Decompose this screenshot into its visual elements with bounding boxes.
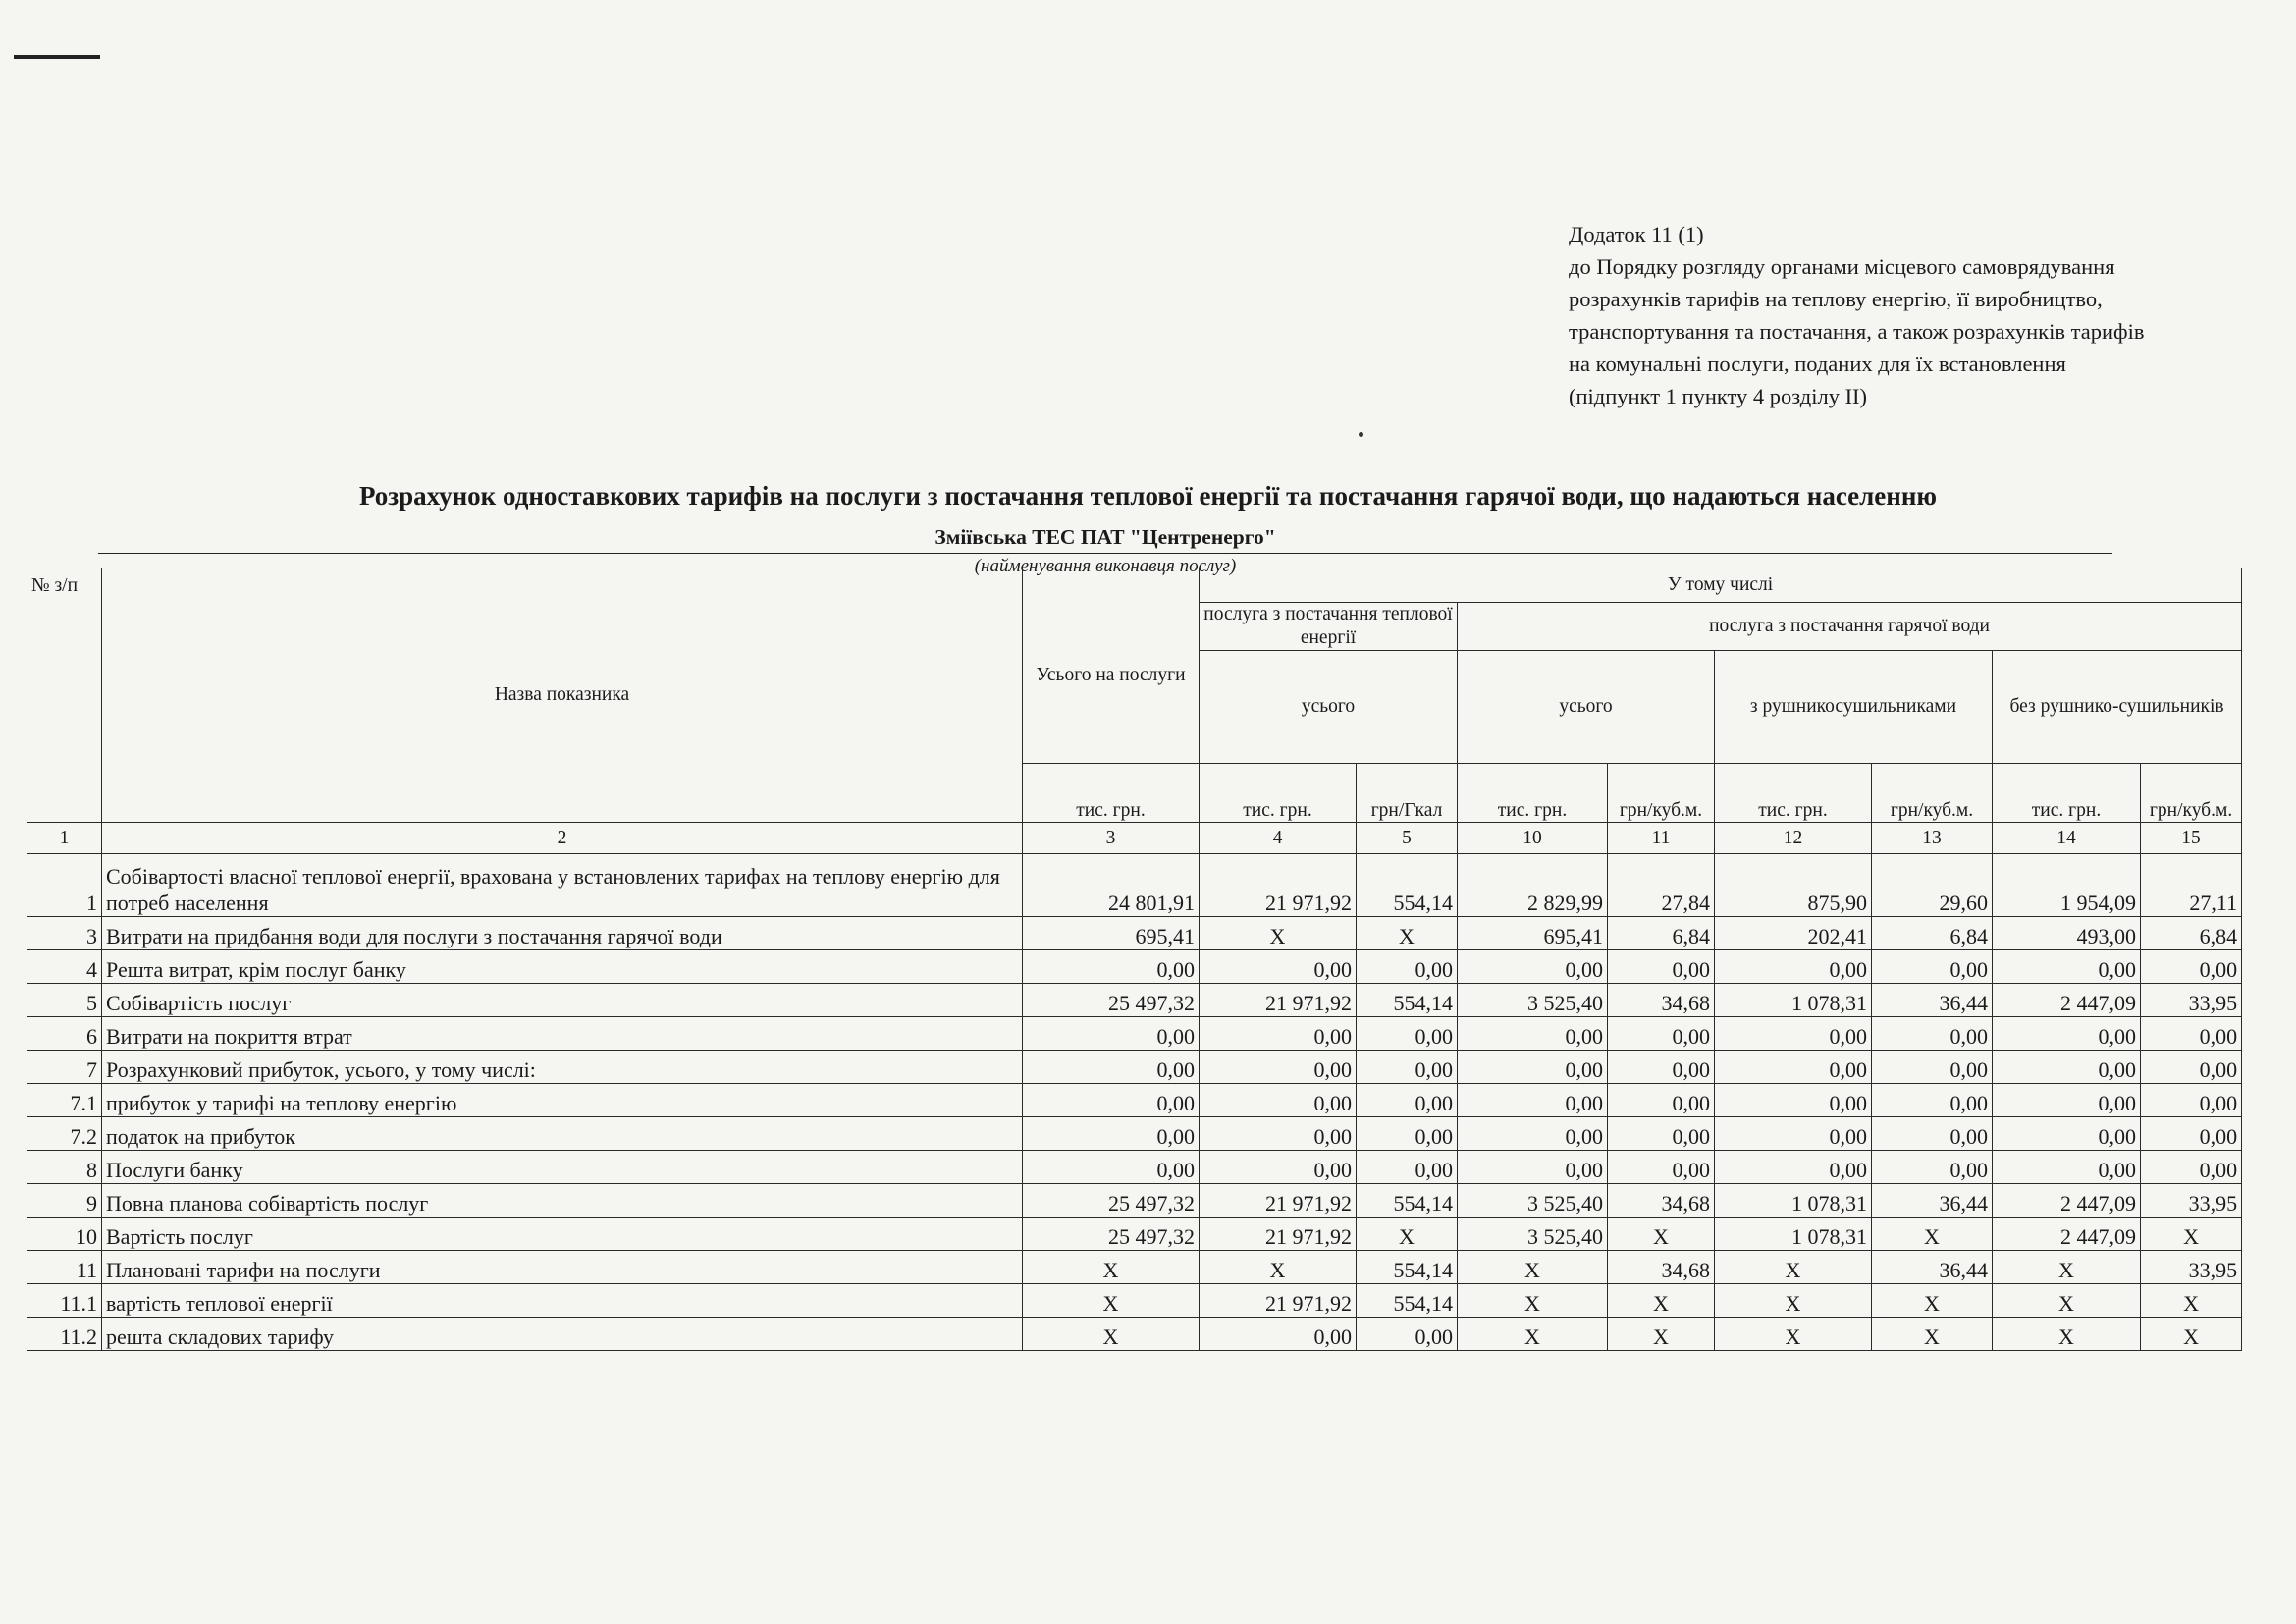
row-name: Витрати на придбання води для послуги з постачання гарячої води	[102, 917, 1023, 950]
column-number: 1	[27, 823, 102, 854]
value-cell: 0,00	[1608, 1017, 1715, 1051]
value-cell: 2 447,09	[1993, 984, 2141, 1017]
value-cell: 0,00	[1608, 1117, 1715, 1151]
value-cell: X	[1357, 1218, 1458, 1251]
header-total: Усього на послуги	[1023, 568, 1200, 764]
appendix-line: (підпункт 1 пункту 4 розділу II)	[1569, 384, 1868, 408]
value-cell: 0,00	[1023, 1151, 1200, 1184]
value-cell: X	[1993, 1284, 2141, 1318]
column-number: 12	[1715, 823, 1872, 854]
row-number: 10	[27, 1218, 102, 1251]
value-cell: 0,00	[1608, 950, 1715, 984]
value-cell: 21 971,92	[1200, 854, 1357, 917]
value-cell: X	[1715, 1318, 1872, 1351]
row-name: податок на прибуток	[102, 1117, 1023, 1151]
value-cell: X	[1023, 1284, 1200, 1318]
value-cell: 0,00	[1458, 950, 1608, 984]
value-cell: 0,00	[2141, 950, 2242, 984]
value-cell: X	[1993, 1251, 2141, 1284]
value-cell: 0,00	[1458, 1151, 1608, 1184]
row-number: 8	[27, 1151, 102, 1184]
value-cell: 0,00	[1200, 1117, 1357, 1151]
header-hw-with-towel-dryers: з рушникосушильниками	[1715, 651, 1993, 764]
value-cell: X	[1608, 1284, 1715, 1318]
table-row	[27, 1117, 2242, 1151]
value-cell: 0,00	[1872, 1117, 1993, 1151]
value-cell: 0,00	[1023, 1084, 1200, 1117]
value-cell: 1 078,31	[1715, 1184, 1872, 1218]
row-name: решта складових тарифу	[102, 1318, 1023, 1351]
value-cell: 36,44	[1872, 1251, 1993, 1284]
row-number: 4	[27, 950, 102, 984]
value-cell: 695,41	[1023, 917, 1200, 950]
value-cell: X	[1872, 1318, 1993, 1351]
value-cell: 0,00	[1357, 950, 1458, 984]
header-hw-without-towel-dryers: без рушнико-сушильників	[1993, 651, 2242, 764]
value-cell: 0,00	[1715, 1151, 1872, 1184]
value-cell: 2 447,09	[1993, 1218, 2141, 1251]
value-cell: 0,00	[2141, 1084, 2242, 1117]
value-cell: 21 971,92	[1200, 1284, 1357, 1318]
value-cell: 1 078,31	[1715, 984, 1872, 1017]
row-name: вартість теплової енергії	[102, 1284, 1023, 1318]
value-cell: 0,00	[1458, 1117, 1608, 1151]
row-name: Послуги банку	[102, 1151, 1023, 1184]
value-cell: 0,00	[2141, 1117, 2242, 1151]
value-cell: 24 801,91	[1023, 854, 1200, 917]
header-heat-total: усього	[1200, 651, 1458, 764]
value-cell: 0,00	[1023, 1051, 1200, 1084]
value-cell: 0,00	[1993, 950, 2141, 984]
value-cell: X	[1872, 1284, 1993, 1318]
unit-cell: грн/куб.м.	[2141, 764, 2242, 823]
value-cell: 0,00	[1023, 1017, 1200, 1051]
column-number: 2	[102, 823, 1023, 854]
unit-cell: тис. грн.	[1458, 764, 1608, 823]
table-body	[27, 854, 2242, 1351]
value-cell: 1 078,31	[1715, 1218, 1872, 1251]
value-cell: 0,00	[1993, 1051, 2141, 1084]
value-cell: 0,00	[1458, 1051, 1608, 1084]
row-name: Вартість послуг	[102, 1218, 1023, 1251]
value-cell: 0,00	[1872, 1017, 1993, 1051]
value-cell: 0,00	[1993, 1084, 2141, 1117]
row-number: 11.2	[27, 1318, 102, 1351]
value-cell: 21 971,92	[1200, 984, 1357, 1017]
table-row	[27, 950, 2242, 984]
value-cell: 0,00	[1715, 1051, 1872, 1084]
value-cell: 0,00	[2141, 1151, 2242, 1184]
value-cell: 3 525,40	[1458, 984, 1608, 1017]
value-cell: 3 525,40	[1458, 1184, 1608, 1218]
table-row	[27, 1184, 2242, 1218]
value-cell: X	[1200, 917, 1357, 950]
row-name: Витрати на покриття втрат	[102, 1017, 1023, 1051]
header-hot-water-service: послуга з постачання гарячої води	[1458, 603, 2242, 651]
row-name: Плановані тарифи на послуги	[102, 1251, 1023, 1284]
value-cell: 0,00	[1608, 1051, 1715, 1084]
unit-cell: тис. грн.	[1715, 764, 1872, 823]
table-row	[27, 1051, 2242, 1084]
value-cell: X	[2141, 1318, 2242, 1351]
value-cell: 6,84	[2141, 917, 2242, 950]
value-cell: 34,68	[1608, 1251, 1715, 1284]
provider-name: Зміївська ТЕС ПАТ "Центренерго"	[98, 525, 2112, 554]
value-cell: 0,00	[1715, 1084, 1872, 1117]
row-name: Розрахунковий прибуток, усього, у тому числі:	[102, 1051, 1023, 1084]
header-hw-total: усього	[1458, 651, 1715, 764]
unit-cell: тис. грн.	[1993, 764, 2141, 823]
value-cell: 27,84	[1608, 854, 1715, 917]
row-number: 6	[27, 1017, 102, 1051]
corner-mark	[14, 55, 100, 59]
unit-cell: тис. грн.	[1023, 764, 1200, 823]
value-cell: 0,00	[1872, 1151, 1993, 1184]
table-row	[27, 917, 2242, 950]
row-number: 7.1	[27, 1084, 102, 1117]
value-cell: X	[1023, 1318, 1200, 1351]
appendix-line: на комунальні послуги, поданих для їх встановлення	[1569, 352, 2066, 376]
value-cell: 0,00	[1357, 1151, 1458, 1184]
value-cell: X	[1200, 1251, 1357, 1284]
value-cell: X	[2141, 1218, 2242, 1251]
header-name: Назва показника	[102, 568, 1023, 823]
value-cell: 0,00	[1200, 1017, 1357, 1051]
value-cell: 25 497,32	[1023, 1184, 1200, 1218]
value-cell: X	[1608, 1218, 1715, 1251]
row-name: Собівартості власної теплової енергії, врахована у встановлених тарифах на теплову енергію для потреб населення	[102, 854, 1023, 917]
value-cell: 0,00	[1357, 1084, 1458, 1117]
value-cell: 0,00	[2141, 1017, 2242, 1051]
row-number: 1	[27, 854, 102, 917]
value-cell: 0,00	[1458, 1017, 1608, 1051]
value-cell: 0,00	[1200, 1318, 1357, 1351]
row-name: Повна планова собівартість послуг	[102, 1184, 1023, 1218]
value-cell: X	[1458, 1318, 1608, 1351]
row-number: 7.2	[27, 1117, 102, 1151]
value-cell: 21 971,92	[1200, 1184, 1357, 1218]
column-number: 11	[1608, 823, 1715, 854]
table-row	[27, 1151, 2242, 1184]
value-cell: 554,14	[1357, 1184, 1458, 1218]
value-cell: 33,95	[2141, 1251, 2242, 1284]
value-cell: 34,68	[1608, 1184, 1715, 1218]
value-cell: 0,00	[1993, 1017, 2141, 1051]
value-cell: 3 525,40	[1458, 1218, 1608, 1251]
appendix-line: Додаток 11 (1)	[1569, 222, 1704, 246]
value-cell: 2 447,09	[1993, 1184, 2141, 1218]
value-cell: 25 497,32	[1023, 1218, 1200, 1251]
value-cell: 0,00	[1993, 1117, 2141, 1151]
appendix-line: транспортування та постачання, а також розрахунків тарифів	[1569, 319, 2145, 344]
value-cell: 875,90	[1715, 854, 1872, 917]
value-cell: 0,00	[1872, 950, 1993, 984]
value-cell: X	[1458, 1284, 1608, 1318]
table-row	[27, 1017, 2242, 1051]
value-cell: 554,14	[1357, 1251, 1458, 1284]
appendix-line: до Порядку розгляду органами місцевого самоврядування	[1569, 254, 2115, 279]
value-cell: 36,44	[1872, 1184, 1993, 1218]
value-cell: 0,00	[1993, 1151, 2141, 1184]
row-number: 11	[27, 1251, 102, 1284]
value-cell: 202,41	[1715, 917, 1872, 950]
row-number: 5	[27, 984, 102, 1017]
column-number: 3	[1023, 823, 1200, 854]
value-cell: X	[1458, 1251, 1608, 1284]
value-cell: 0,00	[1200, 1084, 1357, 1117]
value-cell: 554,14	[1357, 1284, 1458, 1318]
value-cell: 0,00	[1200, 1051, 1357, 1084]
value-cell: 29,60	[1872, 854, 1993, 917]
unit-cell: грн/куб.м.	[1872, 764, 1993, 823]
value-cell: X	[1715, 1284, 1872, 1318]
value-cell: 0,00	[2141, 1051, 2242, 1084]
column-number: 13	[1872, 823, 1993, 854]
header-no: № з/п	[27, 568, 102, 823]
value-cell: 33,95	[2141, 1184, 2242, 1218]
row-number: 3	[27, 917, 102, 950]
column-number: 4	[1200, 823, 1357, 854]
value-cell: X	[1715, 1251, 1872, 1284]
value-cell: X	[1993, 1318, 2141, 1351]
table-row	[27, 984, 2242, 1017]
value-cell: 36,44	[1872, 984, 1993, 1017]
value-cell: 695,41	[1458, 917, 1608, 950]
value-cell: 0,00	[1357, 1017, 1458, 1051]
value-cell: 34,68	[1608, 984, 1715, 1017]
value-cell: X	[1357, 917, 1458, 950]
column-number: 10	[1458, 823, 1608, 854]
row-number: 7	[27, 1051, 102, 1084]
value-cell: 493,00	[1993, 917, 2141, 950]
value-cell: 0,00	[1357, 1318, 1458, 1351]
table-row	[27, 1284, 2242, 1318]
value-cell: 0,00	[1200, 1151, 1357, 1184]
column-number: 15	[2141, 823, 2242, 854]
row-number: 11.1	[27, 1284, 102, 1318]
table-row	[27, 1251, 2242, 1284]
value-cell: 6,84	[1872, 917, 1993, 950]
value-cell: 33,95	[2141, 984, 2242, 1017]
column-number: 14	[1993, 823, 2141, 854]
column-number: 5	[1357, 823, 1458, 854]
unit-cell: грн/Гкал	[1357, 764, 1458, 823]
value-cell: 554,14	[1357, 984, 1458, 1017]
value-cell: 6,84	[1608, 917, 1715, 950]
value-cell: 0,00	[1200, 950, 1357, 984]
unit-cell: тис. грн.	[1200, 764, 1357, 823]
value-cell: 554,14	[1357, 854, 1458, 917]
row-number: 9	[27, 1184, 102, 1218]
value-cell: X	[2141, 1284, 2242, 1318]
value-cell: 0,00	[1357, 1051, 1458, 1084]
table-row	[27, 1218, 2242, 1251]
tariff-table	[27, 568, 2242, 1351]
value-cell: 0,00	[1357, 1117, 1458, 1151]
value-cell: X	[1872, 1218, 1993, 1251]
table-row	[27, 1084, 2242, 1117]
value-cell: 1 954,09	[1993, 854, 2141, 917]
appendix-line: розрахунків тарифів на теплову енергію, її виробництво,	[1569, 287, 2103, 311]
value-cell: 0,00	[1458, 1084, 1608, 1117]
value-cell: 25 497,32	[1023, 984, 1200, 1017]
value-cell: 0,00	[1608, 1084, 1715, 1117]
row-name: Решта витрат, крім послуг банку	[102, 950, 1023, 984]
value-cell: 0,00	[1872, 1051, 1993, 1084]
table-row	[27, 854, 2242, 917]
value-cell: 0,00	[1715, 1017, 1872, 1051]
dot-mark	[1359, 432, 1363, 437]
value-cell: 0,00	[1715, 950, 1872, 984]
header-heat-service: послуга з постачання теплової енергії	[1200, 603, 1458, 651]
unit-cell: грн/куб.м.	[1608, 764, 1715, 823]
row-name: Собівартість послуг	[102, 984, 1023, 1017]
value-cell: X	[1023, 1251, 1200, 1284]
value-cell: 0,00	[1023, 1117, 1200, 1151]
value-cell: 0,00	[1608, 1151, 1715, 1184]
value-cell: X	[1608, 1318, 1715, 1351]
value-cell: 0,00	[1872, 1084, 1993, 1117]
row-name: прибуток у тарифі на теплову енергію	[102, 1084, 1023, 1117]
appendix-note	[1569, 218, 2246, 412]
provider-caption: (найменування виконавця послуг)	[974, 556, 1237, 576]
document-title: Розрахунок одноставкових тарифів на послуги з постачання теплової енергії та постачання гарячої води, що надаються населенню	[358, 481, 1938, 511]
value-cell: 0,00	[1715, 1117, 1872, 1151]
header-including: У тому числі	[1200, 568, 2242, 603]
value-cell: 2 829,99	[1458, 854, 1608, 917]
value-cell: 27,11	[2141, 854, 2242, 917]
table-row	[27, 1318, 2242, 1351]
value-cell: 0,00	[1023, 950, 1200, 984]
value-cell: 21 971,92	[1200, 1218, 1357, 1251]
